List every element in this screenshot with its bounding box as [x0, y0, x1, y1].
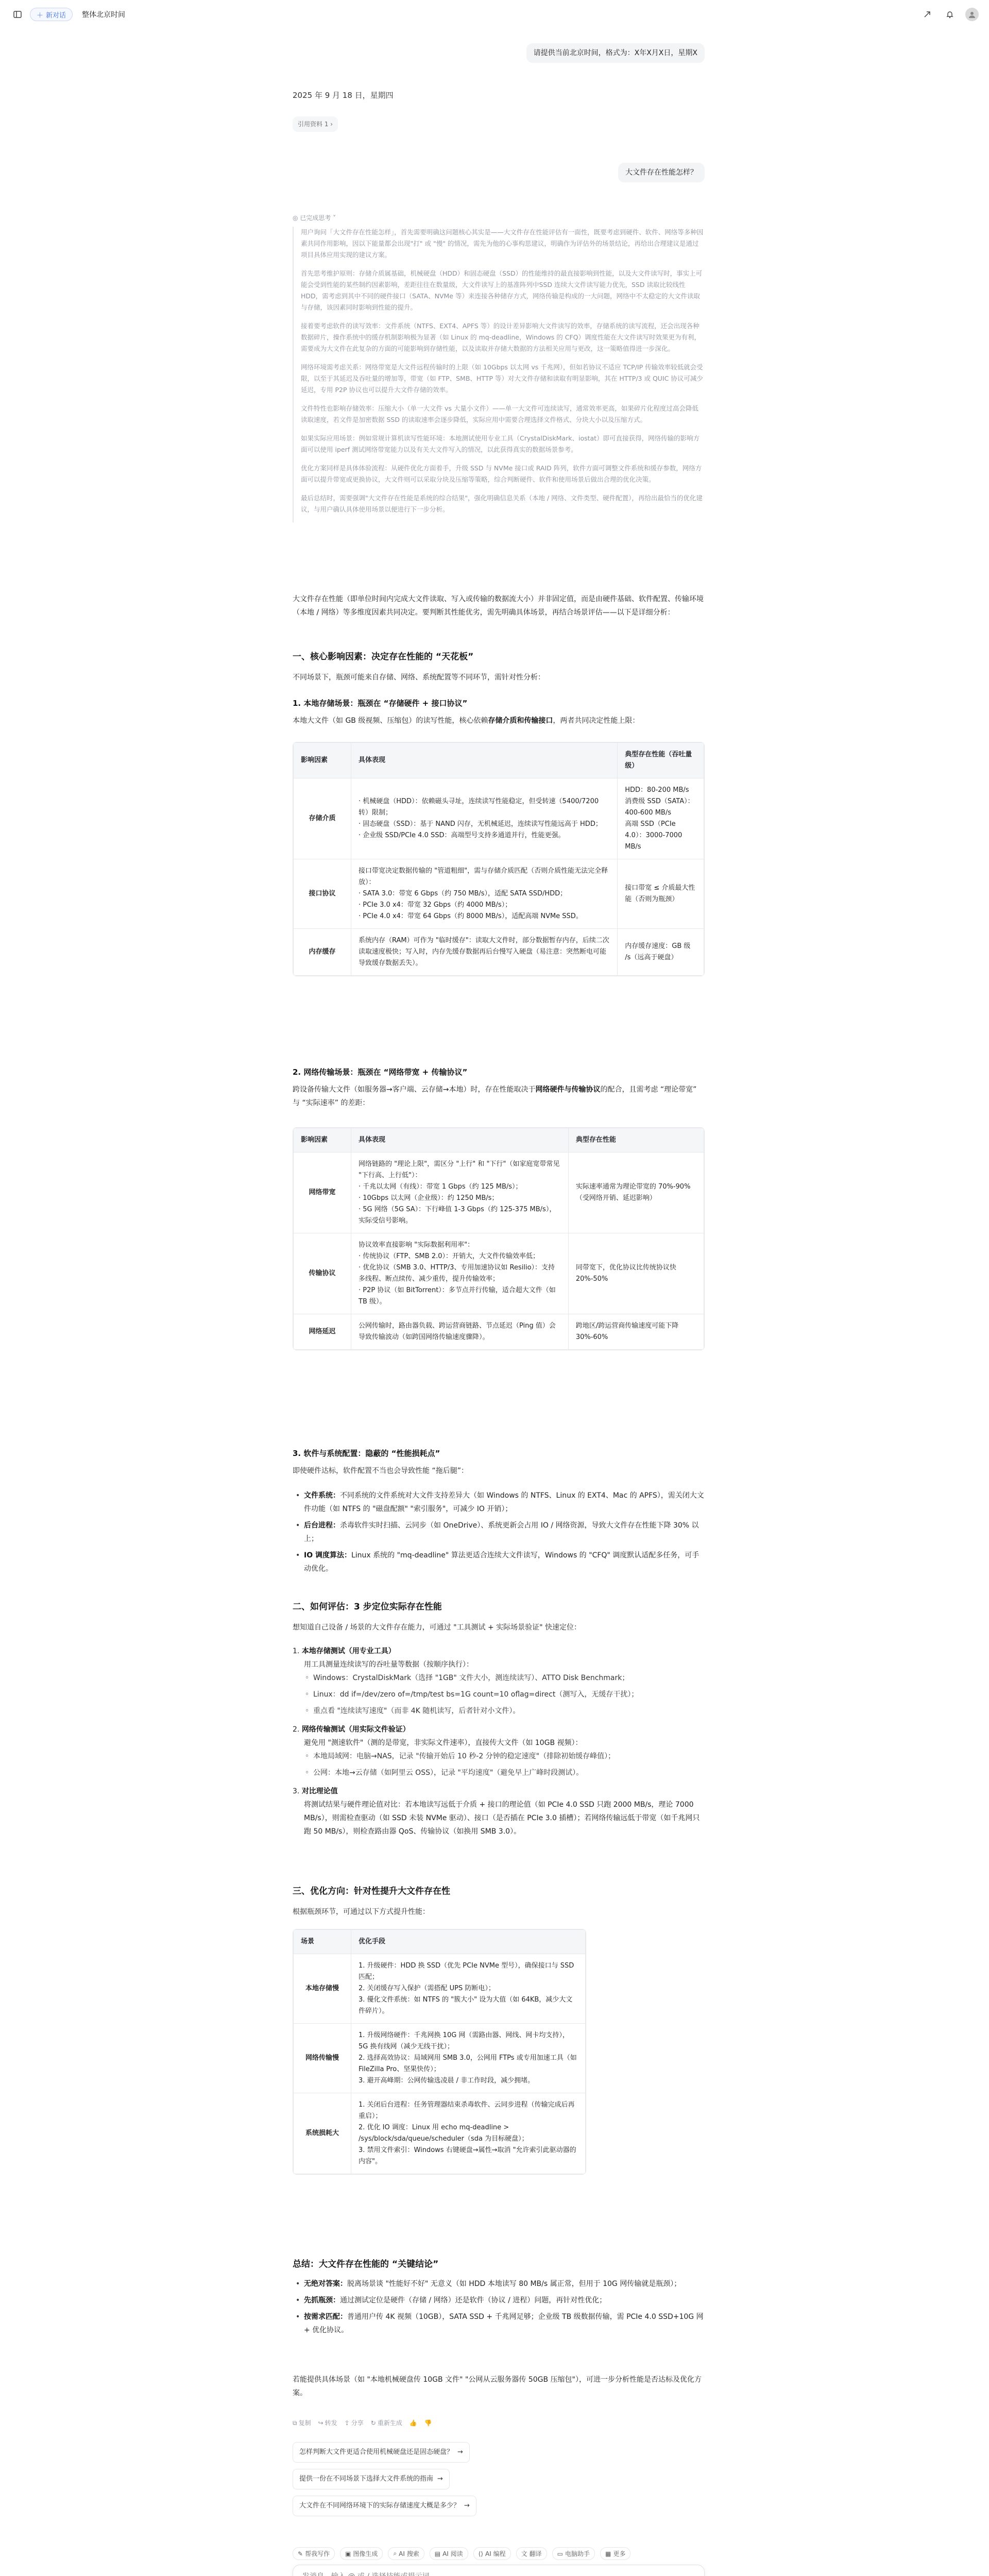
- table-detail-cell: [351, 929, 618, 976]
- list-item: [293, 2294, 705, 2307]
- table-header-cell: 影响因素: [294, 743, 351, 778]
- code-icon: ⟨⟩: [478, 2550, 484, 2557]
- tool-label: 更多: [613, 2550, 626, 2557]
- table-header-row: [294, 743, 704, 778]
- list-item-key: 后台进程：: [304, 1521, 340, 1530]
- reference-chip[interactable]: 引用资料 1 ›: [293, 116, 338, 132]
- table-header-cell: 优化手段: [351, 1930, 586, 1954]
- user-message: 请提供当前北京时间，格式为：X年X月X日，星期X: [526, 43, 705, 63]
- tool-label: 电脑助手: [565, 2550, 590, 2557]
- network-table: [293, 1127, 705, 1350]
- summary-list: [293, 2277, 705, 2340]
- image-icon: ▣: [345, 2550, 351, 2557]
- tool-translate[interactable]: [516, 2547, 547, 2560]
- table-header-row: [294, 1930, 586, 1954]
- table-detail-line: · 优化协议（SMB 3.0、HTTP/3、专用加速协议如 Resilio）：支持多线程、断点续传、减少重传，提升传输效率；: [359, 1264, 555, 1283]
- table-value-cell: [618, 778, 704, 859]
- suggestion-row: [293, 2496, 705, 2516]
- list-item-text: 脱离场景谈 "性能好不好" 无意义（如 HDD 本地读写 80 MB/s 属正常，但用于 10G 网传输就是瓶颈）；: [347, 2280, 681, 2288]
- step-title: [293, 1723, 705, 1736]
- step-item: [293, 1723, 705, 1780]
- subsection-lead: [293, 714, 705, 727]
- translate-icon: 文: [521, 2550, 527, 2557]
- list-item: ◦ Linux：dd if=/dev/zero of=/tmp/test bs=1G count=10 oflag=direct（测写入，无缓存干扰）；: [293, 1688, 705, 1701]
- tool-pen[interactable]: [293, 2547, 335, 2560]
- list-item: [293, 2277, 705, 2291]
- optimization-table: [293, 1929, 586, 2175]
- tool-label: 图像生成: [353, 2550, 378, 2557]
- table-detail-line: 接口带宽决定数据传输的 "管道粗细"，需与存储介质匹配（否则介质性能无法完全释放）：: [359, 867, 608, 886]
- action-label: 分享: [351, 2419, 364, 2427]
- action-label: 复制: [298, 2419, 311, 2427]
- subsection-lead: [293, 1083, 705, 1110]
- avatar[interactable]: [965, 8, 979, 21]
- tool-label: 翻译: [529, 2550, 542, 2557]
- table-detail-line: · SATA 3.0：带宽 6 Gbps（约 750 MB/s），适配 SATA SSD/HDD；: [359, 890, 567, 897]
- step-number: 1.: [293, 1647, 302, 1655]
- forward-icon: ↪: [318, 2419, 323, 2427]
- storage-table: [293, 742, 705, 976]
- step-lead: 避免用 "测速软件"（测的是带宽，非实际文件速率），直接传大文件（如 10GB 视频）：: [304, 1739, 583, 1747]
- refresh-icon: ↻: [370, 2419, 376, 2427]
- table-value-cell: [568, 1153, 704, 1233]
- table-row-label: 本地存储慢: [294, 1954, 351, 2024]
- table-value-line: 接口带宽 ≤ 介质最大性能（否则为瓶颈）: [625, 884, 695, 903]
- step-sublist: [293, 1671, 705, 1718]
- list-item-text: 杀毒软件实时扫描、云同步（如 OneDrive）、系统更新会占用 IO / 网络资源，导致大文件存在性能下降 30% 以上；: [304, 1521, 699, 1543]
- section-title: 三、优化方向：针对性提升大文件存在性: [293, 1886, 450, 1896]
- list-item-key: 无绝对答案：: [304, 2280, 347, 2288]
- action-label: 转发: [325, 2419, 337, 2427]
- share-button[interactable]: [345, 2416, 364, 2430]
- table-detail-line: 网络链路的 "理论上限"，需区分 "上行" 和 "下行"（如家庭宽带常见 "下行高、上行低"）：: [359, 1160, 560, 1179]
- list-item-key: 先抓瓶颈：: [304, 2296, 340, 2304]
- thinking-paragraph: 网络环境需考虑关系：网络带宽是大文件远程传输时的上限（如 10Gbps 以太网 vs 千兆网），但如若协议不适应 TCP/IP 传输效率较低就会受限，以至于其延迟及吞吐量的增加等，带宽（如 FTP、SMB、HTTP 等）对大文件存储和读取有明显影响，其在 HTTP/3 或 QUIC 协议可减少延迟，专用 P2P 协议也可以提升大文件存储的效率。: [301, 363, 703, 394]
- table-row-label: 网络延迟: [294, 1314, 351, 1350]
- tool-image[interactable]: [340, 2547, 383, 2560]
- table-detail-line: 2. 选择高效协议：局域网用 SMB 3.0，公网用 FTPs 或专用加速工具（如 FileZilla Pro、坚果快传）；: [359, 2054, 577, 2073]
- list-item: [293, 1549, 705, 1575]
- search-icon: ⌕: [393, 2550, 397, 2557]
- arrow-right-icon: →: [464, 2502, 470, 2510]
- table-detail-cell: [351, 2024, 586, 2093]
- thinking-content: [293, 227, 705, 522]
- table-row-label: 网络带宽: [294, 1153, 351, 1233]
- table-row-label: 接口协议: [294, 859, 351, 929]
- table-detail-line: 2. 关闭缓存写入保护（需搭配 UPS 防断电）；: [359, 1985, 495, 1992]
- message-actions: [293, 2416, 432, 2430]
- step-lead: 将测试结果与硬件理论值对比：若本地读写远低于介质 + 接口的理论值（如 PCIe 4.0 SSD 只跑 2000 MB/s，理论 7000 MB/s），则需检查驱动（如 SSD 未装 NVMe 驱动）、接口（是否插在 PCIe 3.0 插槽）；若网络传输远低于带宽（如千兆网只跑 50 MB/s），则检查路由器 QoS、传输协议（如换用 SMB 3.0）。: [304, 1801, 700, 1836]
- suggestion-list: [293, 2442, 705, 2522]
- suggestion-row: [293, 2442, 705, 2463]
- table-value-line: 跨地区/跨运营商传输速度可能下降 30%-60%: [575, 1322, 679, 1341]
- suggestion-chip[interactable]: [293, 2442, 470, 2463]
- table-detail-line: 2. 优化 IO 调度：Linux 用 echo mq-deadline > /sys/block/sda/queue/scheduler（sda 为目标硬盘）；: [359, 2124, 528, 2143]
- step-lead: 用工具测量连续读写的吞吐量等数据（按顺序执行）：: [304, 1660, 473, 1669]
- table-row-label: 内存缓存: [294, 929, 351, 976]
- action-label: 重新生成: [377, 2419, 402, 2427]
- suggestion-text: 怎样判断大文件更适合使用机械硬盘还是固态硬盘？: [299, 2448, 454, 2456]
- table-detail-line: 1. 升级网络硬件：千兆网换 10G 网（需路由器、网线、网卡均支持），5G 换有线网（减少无线干扰）；: [359, 2031, 569, 2050]
- table-detail-line: 3. 優化文件系统：如 NTFS 的 "簇大小" 设为大值（如 64KB，减少大文件碎片）。: [359, 1996, 573, 2015]
- thinking-paragraph: 首先思考维护原则：存储介质属基础，机械硬盘（HDD）和固态硬盘（SSD）的性能维持的最直接影响到性能，以及大文件读写时，事实上可能会受到性能的某些制约因素影响，差距往往在数量级，大文件读写上的基准阵列中SSD 连续大文件读写能力优先，SSD 读取比较线性 HDD，需考虑到其中不同的硬件接口（SATA、NVMe 等）来连接各种储存方式，网络传输是构成的一大问题，网络中不太稳定的大文件读取与存储，该因素同时影响到性能的提升。: [301, 269, 703, 311]
- table-row: [294, 1314, 704, 1350]
- table-row: [294, 1954, 586, 2024]
- step-sublist: [293, 1750, 705, 1780]
- step-number: 3.: [293, 1787, 302, 1795]
- step-title: [293, 1785, 705, 1798]
- top-bar: [0, 0, 989, 29]
- lead-bold: 存储介质和传输接口: [488, 717, 553, 725]
- step-title-text: 对比理论值: [301, 1787, 338, 1795]
- list-item: ◦ Windows：CrystalDiskMark（选择 "1GB" 文件大小，测连续读写）、ATTO Disk Benchmark；: [293, 1671, 705, 1685]
- table-detail-line: · 千兆以太网（有线）：带宽 1 Gbps（约 125 MB/s）；: [359, 1183, 522, 1191]
- suggestion-text: 提供一份在不同场景下选择大文件系统的指南: [299, 2475, 434, 2483]
- table-value-line: 消费级 SSD（SATA）：400-600 MB/s: [625, 798, 694, 817]
- table-detail-line: · P2P 协议（如 BitTorrent）：多节点并行传输，适合超大文件（如 TB 级）。: [359, 1286, 556, 1306]
- list-item-text: 不同系统的文件系统对大文件支持差异大（如 Windows 的 NTFS、Linux 的 EXT4、Mac 的 APFS），需关闭大文件功能（如 NTFS 的 "磁盘配额" "索引服务"，可减少 IO 开销）；: [304, 1492, 704, 1513]
- table-detail-line: 系统内存（RAM）可作为 "临时缓存"：读取大文件时，部分数据暂存内存，后续二次读取速度极快；写入时，内存先缓存数据再后台慢写入硬盘（易注意：突然断电可能导致缓存数据丢失）。: [359, 937, 609, 967]
- table-row: [294, 859, 704, 929]
- table-value-cell: [568, 1233, 704, 1314]
- tool-search[interactable]: [388, 2547, 424, 2560]
- table-detail-line: · 机械硬盘（HDD）：依赖磁头寻址，连续读写性能稳定，但受转速（5400/7200 转）限制；: [359, 798, 599, 817]
- table-row: [294, 2024, 586, 2093]
- section-lead: 根据瓶颈环节，可通过以下方式提升性能：: [293, 1908, 430, 1916]
- plus-icon: ＋: [37, 11, 44, 20]
- section-title: 一、核心影响因素：决定存在性能的 “天花板”: [293, 652, 474, 662]
- tool-computer[interactable]: [552, 2547, 595, 2560]
- list-item-text: 普通用户传 4K 视频（10GB），SATA SSD + 千兆网足够；企业级 TB 级数据传输，需 PCIe 4.0 SSD+10G 网 + 优化协议。: [304, 2313, 704, 2334]
- copy-icon: ⧉: [293, 2419, 297, 2427]
- table-value-line: 同带宽下，优化协议比传统协议快 20%-50%: [575, 1264, 676, 1283]
- table-detail-line: 协议效率直接影响 "实际数据利用率"：: [359, 1241, 474, 1249]
- table-header-cell: 场景: [294, 1930, 351, 1954]
- table-detail-line: · PCIe 3.0 x4：带宽 32 Gbps（约 4000 MB/s）；: [359, 901, 512, 909]
- table-row: [294, 778, 704, 859]
- thinking-header[interactable]: ◎ 已完成思考 ˅: [293, 214, 336, 222]
- pen-icon: ✎: [298, 2550, 303, 2557]
- table-detail-cell: [351, 1153, 569, 1233]
- table-header-cell: 具体表现: [351, 743, 618, 778]
- arrow-right-icon: →: [437, 2475, 443, 2483]
- table-detail-line: · 固态硬盘（SSD）：基于 NAND 闪存，无机械延迟，连续读写性能远高于 HDD；: [359, 820, 602, 828]
- tool-bar: [293, 2547, 630, 2560]
- table-detail-cell: [351, 2093, 586, 2174]
- thinking-paragraph: 最后总结时，需要强调"大文件存在性能是系统的综合结果"，强化明确信息关系（本地 / 网络、文件类型、硬件配置），再给出最恰当的优化建议，与用户确认具体使用场景以便进行下一步分析。: [301, 494, 703, 513]
- user-message: 大文件存在性能怎样？: [618, 163, 705, 182]
- tool-label: 帮我写作: [305, 2550, 330, 2557]
- step-item: [293, 1645, 705, 1718]
- table-row-label: 网络传输慢: [294, 2024, 351, 2093]
- subsection-title: 1. 本地存储场景：瓶颈在 “存储硬件 + 接口协议”: [293, 699, 468, 708]
- list-item-text: 通过测试定位是硬件（存储 / 网络）还是软件（协议 / 进程）问题，再针对性优化；: [340, 2296, 607, 2304]
- table-detail-cell: [351, 778, 618, 859]
- section-lead: 想知道自己设备 / 场景的大文件存在能力，可通过 "工具测试 + 实际场景验证" 快速定位：: [293, 1623, 582, 1632]
- table-header-cell: 具体表现: [351, 1128, 569, 1153]
- lead-text: 跨设备传输大文件（如服务器→客户端、云存储→本地）时，存在性能取决于: [293, 1086, 536, 1094]
- table-detail-line: 1. 升级硬件：HDD 换 SSD（优先 PCIe NVMe 型号），确保接口与 SSD 匹配；: [359, 1962, 574, 1981]
- thinking-paragraph: 文件特性也影响存储效率：压缩大小（单一大文件 vs 大量小文件）——单一大文件可连续读写，通常效率更高，如果碎片化程度过高会降低读取速度，若文件是加密数据 SSD 的读取速率会逐步降低，实际应用中需要合理选择文件格式、分块大小以及压缩方式。: [301, 404, 698, 423]
- table-detail-line: 3. 避开高峰期：公网传输选凌晨 / 非工作时段，减少拥堵。: [359, 2077, 535, 2084]
- evaluation-steps: [293, 1645, 705, 1843]
- list-item-key: 文件系统：: [304, 1492, 340, 1500]
- chat-title: 整体北京时间: [82, 11, 126, 19]
- tool-grid[interactable]: [600, 2547, 630, 2560]
- step-title-text: 网络传输测试（用实际文件验证）: [301, 1725, 410, 1734]
- thinking-paragraph: 接着要考虑软件的读写效率：文件系统（NTFS、EXT4、APFS 等）的设计差异影响大文件读写的效率，存储系统的读写流程，还会出现各种数据碎片，操作系统中的缓存机制影响极为显著（如 Linux 的 mq-deadline，Windows 的 CFQ）调度性能在大文件读写时效果更为有利，需要成为大文件在此复杂的方面的可能影响到存储性能，以及读取并存储大数据的方法相关应用与更改，这一策略值得进一步深化。: [301, 322, 701, 352]
- closing-text: 若能提供具体场景（如 "本地机械硬盘传 10GB 文件" "公网从云服务器传 50GB 压缩包"），可进一步分析性能是否达标及优化方案。: [293, 2376, 702, 2397]
- table-detail-cell: [351, 1954, 586, 2024]
- table-value-cell: [618, 859, 704, 929]
- section-title: 总结：大文件存在性能的 “关键结论”: [293, 2259, 439, 2269]
- step-item: [293, 1785, 705, 1838]
- table-detail-line: 3. 禁用文件索引：Windows 右键硬盘→属性→取消 "允许索引此驱动器的内容"。: [359, 2146, 576, 2165]
- list-item: [293, 1519, 705, 1546]
- lead-text: 本地大文件（如 GB 级视频、压缩包）的读写性能，核心依赖: [293, 717, 488, 725]
- table-detail-line: · PCIe 4.0 x4：带宽 64 Gbps（约 8000 MB/s），适配高端 NVMe SSD。: [359, 912, 583, 920]
- list-item-key: IO 调度算法：: [304, 1551, 351, 1560]
- section-title: 二、如何评估：3 步定位实际存在性能: [293, 1602, 442, 1612]
- tool-code[interactable]: [473, 2547, 511, 2560]
- step-title-text: 本地存储测试（用专业工具）: [301, 1647, 396, 1655]
- table-detail-cell: [351, 1233, 569, 1314]
- subsection-title: 2. 网络传输场景：瓶颈在 “网络带宽 + 传输协议”: [293, 1067, 468, 1077]
- table-detail-line: 1. 关闭后台进程：任务管理器结束杀毒软件、云同步进程（传输完成后再重启）；: [359, 2101, 575, 2120]
- step-title: [293, 1645, 705, 1658]
- list-item-key: 按需求匹配：: [304, 2313, 347, 2321]
- book-icon: ▤: [434, 2550, 441, 2557]
- table-detail-line: · 传统协议（FTP、SMB 2.0）：开销大，大文件传输效率低；: [359, 1252, 539, 1260]
- forward-button[interactable]: [318, 2416, 337, 2430]
- table-detail-cell: [351, 859, 618, 929]
- list-item: [293, 2310, 705, 2337]
- table-detail-line: · 10Gbps 以太网（企业级）：约 1250 MB/s；: [359, 1194, 499, 1202]
- subsection-lead: 即使硬件达标，软件配置不当也会导致性能 “拖后腿”：: [293, 1467, 468, 1475]
- table-detail-line: · 企业级 SSD/PCIe 4.0 SSD：高端型号支持多通道并行，性能更强。: [359, 832, 565, 839]
- message-input[interactable]: [302, 2572, 694, 2576]
- software-factor-list: [293, 1489, 705, 1579]
- table-row-label: 存储介质: [294, 778, 351, 859]
- table-value-line: 实际速率通常为理论带宽的 70%-90%（受网络开销、延迟影响）: [575, 1183, 691, 1202]
- table-row-label: 传输协议: [294, 1233, 351, 1314]
- step-number: 2.: [293, 1725, 302, 1734]
- list-item: ◦ 公网：本地→云存储（如阿里云 OSS），记录 "平均速度"（避免早上广峰时段测试）。: [293, 1766, 705, 1780]
- tool-label: AI 搜索: [399, 2550, 419, 2557]
- lead-text: ，两者共同决定性能上限：: [553, 717, 640, 725]
- grid-icon: ▦: [605, 2550, 611, 2557]
- table-row: [294, 1153, 704, 1233]
- list-item: ◦ 本地局域网：电脑→NAS，记录 "传输开始后 10 秒-2 分钟的稳定速度"（排除初始缓存峰值）；: [293, 1750, 705, 1763]
- composer: [293, 2565, 705, 2576]
- lightbulb-icon: ◎: [293, 214, 298, 222]
- new-chat-button[interactable]: [30, 8, 73, 21]
- lead-text: 的配合，且需考虑 “理论带宽” 与 “实际速率” 的差距：: [293, 1086, 697, 1107]
- suggestion-row: [293, 2469, 705, 2489]
- sidebar-toggle-icon[interactable]: [10, 7, 25, 22]
- subsection-title: 3. 软件与系统配置：隐蔽的 “性能损耗点”: [293, 1449, 440, 1458]
- thumbs-down-icon[interactable]: 👎: [424, 2419, 432, 2427]
- table-row: [294, 1233, 704, 1314]
- list-item-text: Linux 系统的 "mq-deadline" 算法更适合连续大文件读写，Windows 的 "CFQ" 调度默认适配多任务，可手动优化。: [304, 1551, 700, 1573]
- table-value-line: HDD：80-200 MB/s: [625, 786, 689, 794]
- table-header-cell: 典型存在性能: [568, 1128, 704, 1153]
- table-header-cell: 典型存在性能（吞吐量级）: [618, 743, 704, 778]
- lead-bold: 网络硬件与传输协议: [535, 1086, 601, 1094]
- new-chat-label: 新对话: [46, 11, 66, 20]
- copy-button[interactable]: [293, 2416, 311, 2430]
- table-row: [294, 929, 704, 976]
- computer-icon: ▭: [557, 2550, 563, 2557]
- table-value-line: 高端 SSD（PCIe 4.0）：3000-7000 MB/s: [625, 820, 683, 851]
- bell-icon[interactable]: [943, 7, 957, 22]
- share-icon[interactable]: [920, 7, 934, 22]
- table-value-cell: [568, 1314, 704, 1350]
- tool-label: AI 阅读: [442, 2550, 463, 2557]
- suggestion-text: 大文件在不同网络环境下的实际存储速度大概是多少？: [299, 2502, 461, 2510]
- thinking-paragraph: 如果实际应用场景：例如常规计算机读写性能环境：本地测试使用专业工具（CrystalDiskMark、iostat）即可直接获得，网络传输的影响方面可以使用 iperf 测试网络带宽能力以及有关大文件写入的情况，以此获得真实的数据场景参考。: [301, 434, 700, 453]
- table-row-label: 系统损耗大: [294, 2093, 351, 2174]
- table-row: [294, 2093, 586, 2174]
- table-value-line: 内存缓存速度：GB 级 /s（远高于硬盘）: [625, 942, 691, 961]
- table-header-cell: 影响因素: [294, 1128, 351, 1153]
- thumbs-up-icon[interactable]: 👍: [409, 2419, 417, 2427]
- table-detail-line: · 5G 网络（5G SA）：下行峰值 1-3 Gbps（约 125-375 MB/s），实际受信号影响。: [359, 1206, 556, 1225]
- list-item: [293, 1489, 705, 1516]
- table-detail-line: 公网传输时，路由器负载、跨运营商链路、节点延迟（Ping 值）会导致传输波动（如跨国网络传输速度骤降）。: [359, 1322, 556, 1341]
- suggestion-chip[interactable]: [293, 2496, 476, 2516]
- reference-chip-label: 引用资料 1: [298, 121, 329, 128]
- tool-label: AI 编程: [485, 2550, 506, 2557]
- thinking-header-label: 已完成思考: [300, 214, 331, 222]
- table-detail-cell: [351, 1314, 569, 1350]
- share-icon: ⇪: [344, 2419, 350, 2427]
- table-value-cell: [618, 929, 704, 976]
- answer-intro: 大文件存在性能（即单位时间内完成大文件读取、写入或传输的数据流大小）并非固定值，而是由硬件基础、软件配置、传输环境（本地 / 网络）等多维度因素共同决定。要判断其性能优劣，需先明确具体场景，再结合场景评估——以下是详细分析：: [293, 595, 704, 617]
- arrow-right-icon: →: [457, 2448, 463, 2456]
- refresh-button[interactable]: [371, 2416, 402, 2430]
- suggestion-chip[interactable]: [293, 2469, 450, 2489]
- thinking-paragraph: 优化方案同样是具体体验流程：从硬件优化方面着手，升级 SSD 与 NVMe 接口或 RAID 阵列，软件方面可调整文件系统和缓存参数，网络方面可以提升带宽或更换协议，大文件则可以采取分块及压缩等策略，综合判断硬件、软件和使用场景后做出合理的优化决策。: [301, 464, 702, 483]
- tool-book[interactable]: [430, 2547, 468, 2560]
- assistant-answer-date: 2025 年 9 月 18 日，星期四: [293, 91, 394, 100]
- list-item: ◦ 重点看 "连续读写速度"（而非 4K 随机读写，后者针对小文件）。: [293, 1704, 705, 1718]
- table-header-row: [294, 1128, 704, 1153]
- section-lead: 不同场景下，瓶颈可能来自存储、网络、系统配置等不同环节，需针对性分析：: [293, 673, 545, 682]
- thinking-paragraph: 用户询问「大文件存在性能怎样」，首先需要明确这问题核心其实是——大文件存在性能评估有一面性，既要考虑到硬件、软件、网络等多种因素共同作用影响，因以下能量都会出现"打" 或 "慢" 的情况，需先为他的心事构思建议，明确作为评估外的场景结论，再给出合理建议是通过项目具体应用实现的建议方案。: [301, 228, 704, 259]
